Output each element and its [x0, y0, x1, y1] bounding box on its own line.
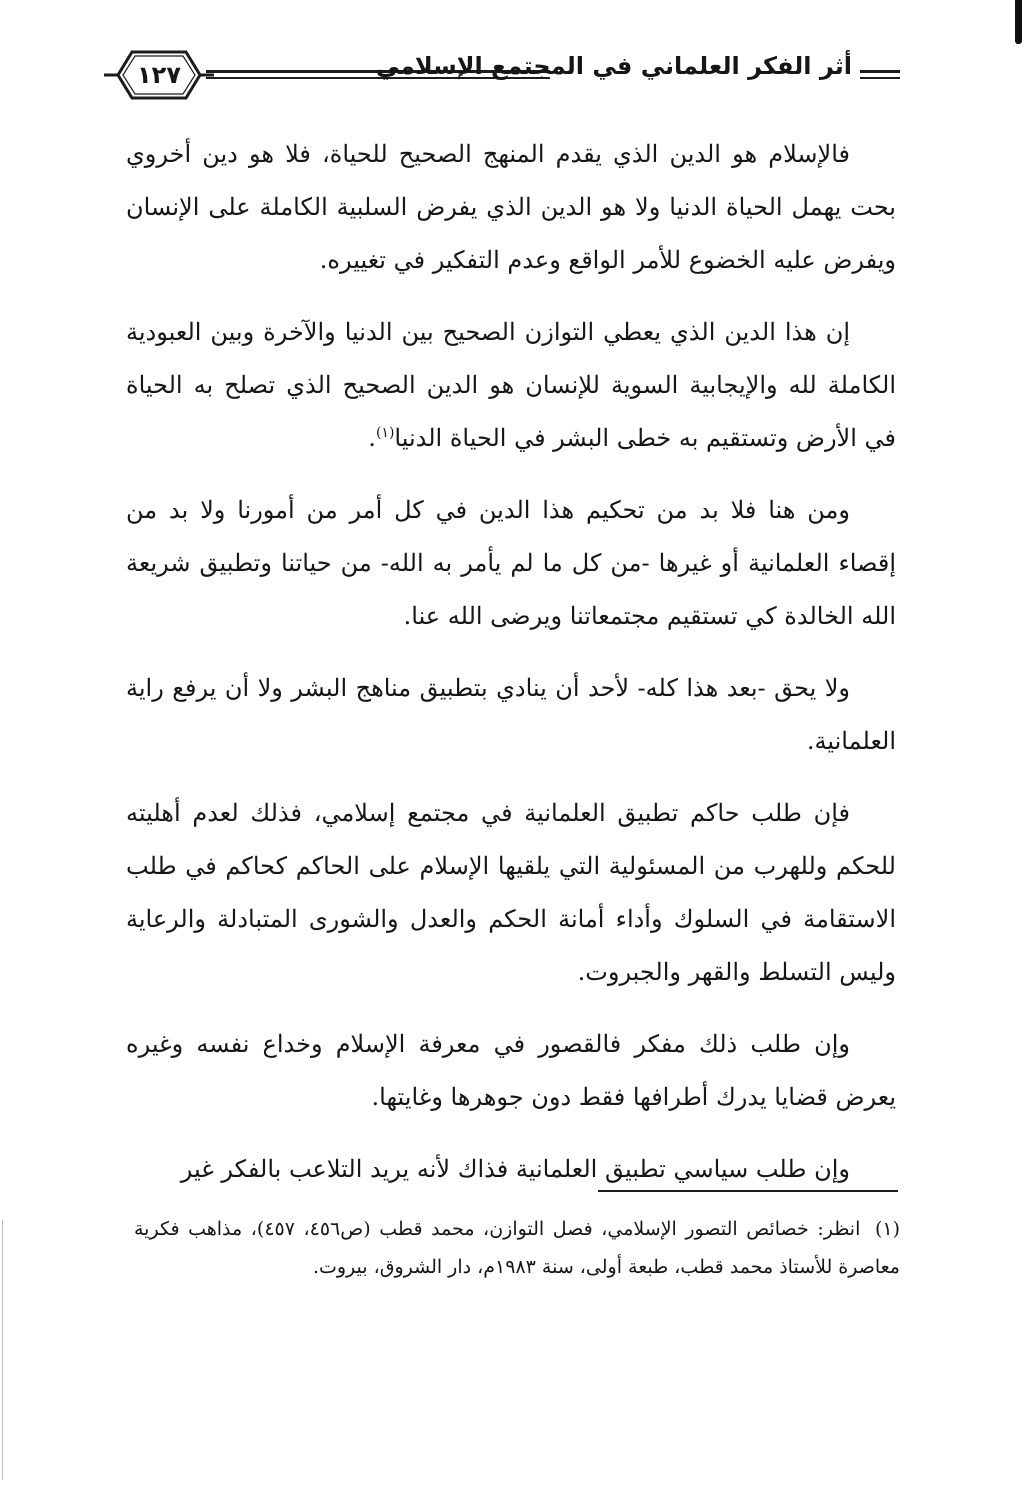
header-rule-right-thin [860, 77, 900, 79]
paragraph-with-footnote [126, 306, 896, 465]
paragraph: ومن هنا فلا بد من تحكيم هذا الدين في كل أمر من أمورنا ولا بد من إقصاء العلمانية أو غيرها -من كل ما لم يأمر به الله- من حياتنا وتطبيق شريعة الله الخالدة كي تستقيم مجتمعاتنا ويرضى الله عنا. [126, 496, 896, 630]
page-number: ١٢٧ [137, 61, 181, 89]
paragraph: وإن طلب سياسي تطبيق العلمانية فذاك لأنه يريد التلاعب بالفكر غير [180, 1155, 850, 1183]
footnote-marker: (١) [874, 1218, 900, 1240]
paragraph: وإن طلب ذلك مفكر فالقصور في معرفة الإسلام وخداع نفسه وغيره يعرض قضايا يدرك أطرافها فقط دون جوهرها وغايتها. [126, 1030, 896, 1111]
footnote-reference[interactable]: (١) [375, 425, 395, 441]
footnote [134, 1210, 900, 1286]
body-text [126, 128, 896, 1215]
scan-edge-mark [1015, 0, 1022, 44]
binding-shadow [2, 1220, 3, 1480]
running-header [104, 48, 900, 104]
header-title: أثر الفكر العلماني في المجتمع الإسلامي [375, 52, 852, 80]
footnote-text: انظر: خصائص التصور الإسلامي، فصل التوازن، محمد قطب (ص٤٥٦، ٤٥٧)، مذاهب فكرية معاصرة للأستاذ محمد قطب، طبعة أولى، سنة ١٩٨٣م، دار الشروق، بيروت. [134, 1218, 900, 1278]
paragraph-end: . [368, 424, 376, 452]
paragraph-text: إن هذا الدين الذي يعطي التوازن الصحيح بين الدنيا والآخرة وبين العبودية الكاملة لله والإيجابية السوية للإنسان هو الدين الصحيح الذي تصلح به الحياة في الأرض وتستقيم به خطى البشر في الحياة الدنيا [126, 318, 896, 452]
paragraph: فإن طلب حاكم تطبيق العلمانية في مجتمع إسلامي، فذلك لعدم أهليته للحكم وللهرب من المسئولية التي يلقيها الإسلام على الحاكم كحاكم في طلب الاستقامة في السلوك وأداء أمانة الحكم والعدل والشورى المتبادلة والرعاية وليس التسلط والقهر والجبروت. [126, 799, 896, 986]
footnote-separator [598, 1190, 898, 1192]
paragraph: ولا يحق -بعد هذا كله- لأحد أن ينادي بتطبيق مناهج البشر ولا أن يرفع راية العلمانية. [126, 674, 896, 755]
paragraph: فالإسلام هو الدين الذي يقدم المنهج الصحيح للحياة، فلا هو دين أخروي بحت يهمل الحياة الدنيا ولا هو الدين الذي يفرض السلبية الكاملة على الإنسان ويفرض عليه الخضوع للأمر الواقع وعدم التفكير في تغييره. [126, 140, 896, 274]
header-rule-right [860, 70, 900, 73]
page-number-ornament [104, 48, 214, 102]
